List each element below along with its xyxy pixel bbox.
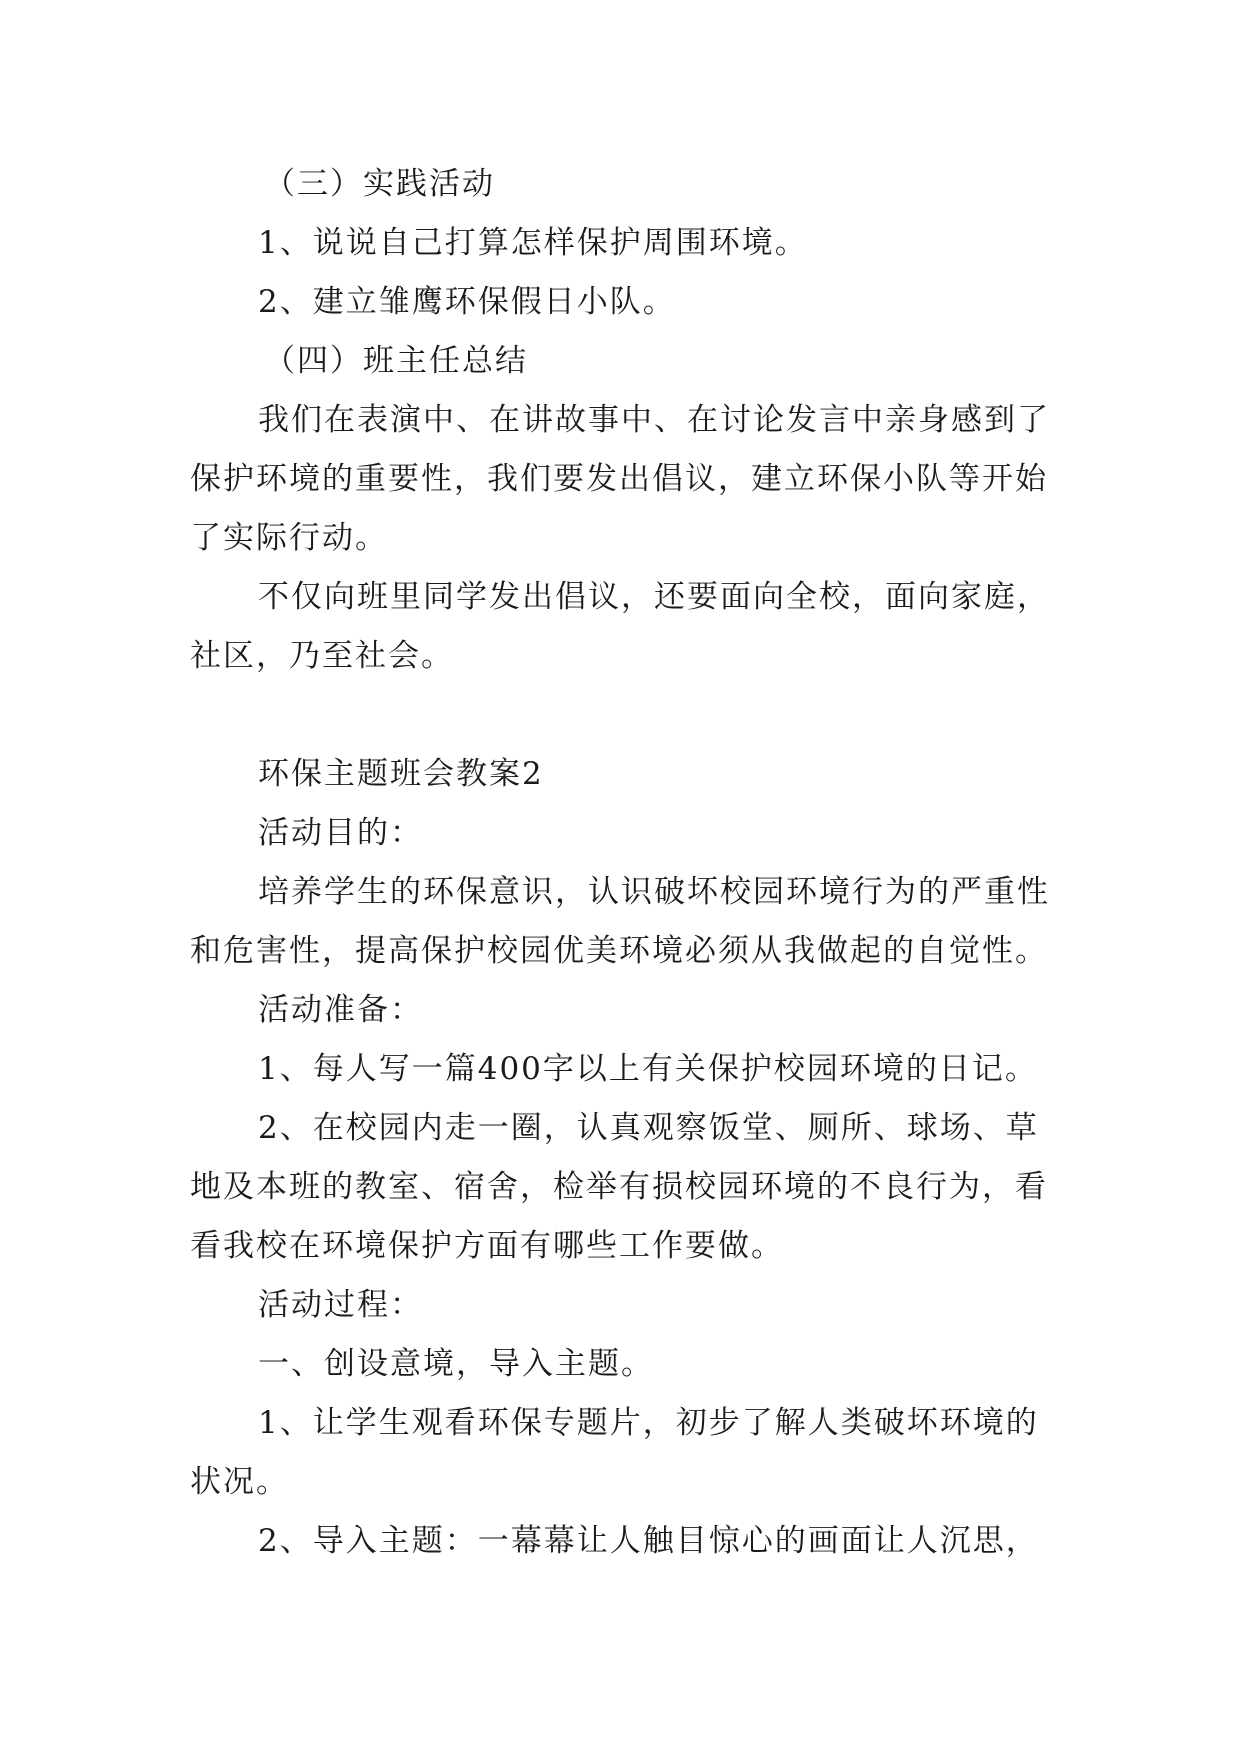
proposal-paragraph-line-2: 社区，乃至社会。 bbox=[190, 638, 454, 674]
heading-activity-process: 活动过程： bbox=[258, 1287, 423, 1323]
heading-activity-goal: 活动目的： bbox=[258, 815, 423, 851]
process-item-2-line-1: 2、导入主题：一幕幕让人触目惊心的画面让人沉思， bbox=[258, 1523, 1039, 1559]
summary-paragraph-line-3: 了实际行动。 bbox=[190, 520, 388, 556]
section-heading-practice: （三）实践活动 bbox=[264, 166, 495, 202]
section-heading-summary: （四）班主任总结 bbox=[264, 343, 528, 379]
practice-item-2: 2、建立雏鹰环保假日小队。 bbox=[258, 284, 676, 320]
process-item-1-line-1: 1、让学生观看环保专题片，初步了解人类破坏环境的 bbox=[258, 1405, 1039, 1441]
process-item-1-line-2: 状况。 bbox=[190, 1464, 289, 1500]
preparation-item-2-line-3: 看我校在环境保护方面有哪些工作要做。 bbox=[190, 1228, 784, 1264]
summary-paragraph-line-1: 我们在表演中、在讲故事中、在讨论发言中亲身感到了 bbox=[258, 402, 1050, 438]
preparation-item-2-line-1: 2、在校园内走一圈，认真观察饭堂、厕所、球场、草 bbox=[258, 1110, 1039, 1146]
goal-paragraph-line-1: 培养学生的环保意识，认识破坏校园环境行为的严重性 bbox=[258, 874, 1050, 910]
practice-item-1: 1、说说自己打算怎样保护周围环境。 bbox=[258, 225, 808, 261]
goal-paragraph-line-2: 和危害性，提高保护校园优美环境必须从我做起的自觉性。 bbox=[190, 933, 1048, 969]
lesson-plan-title: 环保主题班会教案2 bbox=[258, 756, 544, 792]
heading-activity-preparation: 活动准备： bbox=[258, 992, 423, 1028]
preparation-item-2-line-2: 地及本班的教室、宿舍，检举有损校园环境的不良行为，看 bbox=[190, 1169, 1048, 1205]
preparation-item-1: 1、每人写一篇400字以上有关保护校园环境的日记。 bbox=[258, 1051, 1038, 1087]
proposal-paragraph-line-1: 不仅向班里同学发出倡议，还要面向全校，面向家庭， bbox=[258, 579, 1050, 615]
process-step-1-heading: 一、创设意境，导入主题。 bbox=[258, 1346, 654, 1382]
summary-paragraph-line-2: 保护环境的重要性，我们要发出倡议，建立环保小队等开始 bbox=[190, 461, 1048, 497]
